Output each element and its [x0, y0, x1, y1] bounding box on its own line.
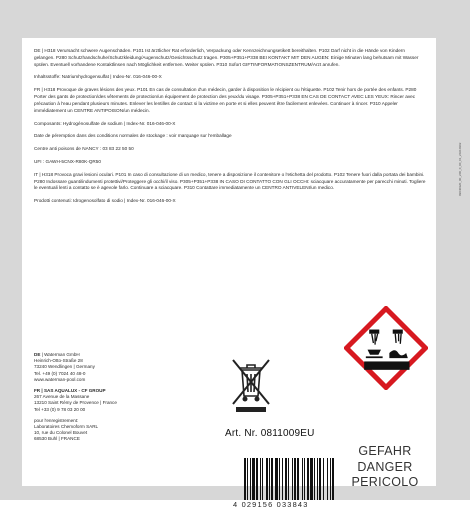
barcode-bar [247, 458, 248, 500]
fr-hazard-statement: FR | H318 Provoque de graves lésions des yeux. P101 En cas de consultation d'un médecin, garder à disposition le récipient ou l'étiquette. P102 Tenir hors de portée des enfants. P280 Porter des gants de protection/des vêtements de protection/un équipement de protection des yeux/du visage. P305+P351+P338 EN CAS DE CONTACT AVEC LES YEUX: Rincer avec précaution à l'eau pendant plusieurs minutes. Enlever les lentilles de contact si la victime en porte et si elles peuvent être facilement enlevées. Continuer à rincer. P310 Appeler immédiatement un CENTRE ANTIPOISON/un médecin. [34, 87, 417, 113]
barcode [242, 458, 370, 500]
barcode-bar [317, 458, 318, 500]
barcode-bar [327, 458, 328, 500]
barcode-bar [292, 458, 293, 500]
address-fr-line: 267 Avenue de la Massane [34, 394, 90, 400]
fr-expiry-note: Date de péremption dans des conditions normales de stockage : voir marquage sur l'emballage [34, 133, 232, 139]
barcode-bar [314, 458, 315, 500]
barcode-bar [307, 458, 309, 500]
barcode-bar [250, 458, 251, 500]
signal-word-de: GEFAHR [358, 444, 412, 458]
de-ingredients: Inhaltsstoffe: Natriumhydrogensulfat | Index-Nr. 016-046-00-X [34, 74, 162, 80]
address-de-company: | Waterman GmbH [41, 352, 80, 357]
signal-word-fr: DANGER [357, 459, 413, 474]
crossed-out-wheelie-bin-icon [230, 354, 272, 414]
barcode-bar [319, 458, 321, 500]
barcode-bar [323, 458, 324, 500]
it-ingredients: Prodotti contenuti: Idrogenosolfato di sodio | Index-Nr. 016-046-00-X [34, 198, 176, 204]
address-fr-line: 13210 Saint Rémy de Provence | France [34, 400, 117, 406]
top-border [0, 0, 470, 38]
barcode-bar [285, 458, 287, 500]
left-border [0, 0, 22, 500]
product-label [22, 38, 462, 509]
address-reg-line: 10, rue du Colonel Bouvet [34, 430, 88, 436]
address-reg-company: Laboratoires Chemoform SARL [34, 423, 99, 429]
de-hazard-statement: DE | H318 Verursacht schwere Augenschäden. P101 Ist ärztlicher Rat erforderlich, Verpackung oder Kennzeichnungsetikett bereithalten. P102 Darf nicht in die Hände von Kindern gelangen. P280 Schutzhandschuhe/Schutzkleidung/Augenschutz/Gesichtsschutz tragen. P305+P351+P338 BEI KONTAKT MIT DEN AUGEN: Einige Minuten lang behutsam mit Wasser spülen. Eventuell vorhandene Kontaktlinsen nach Möglichkeit entfernen. Weiter spülen. P310 Sofort GIFTINFORMATIONSZENTRUM/Arzt anrufen. [34, 48, 419, 67]
address-de-line: www.waterman-pool.com [34, 376, 86, 382]
address-fr-line: Tel +33 (0) 9 78 03 20 00 [34, 406, 86, 412]
address-fr-company: | SAS AQUALUX - CF GROUP [41, 387, 106, 393]
barcode-bar [266, 458, 268, 500]
fr-ingredients: Composants: Hydrogénosulfate de sodium | Index-Nr. 016-046-00-X [34, 120, 176, 126]
article-number: Art. Nr. 0811009EU [225, 428, 315, 439]
barcode-bar [279, 458, 280, 500]
barcode-bar [269, 458, 270, 500]
barcode-bar [302, 458, 303, 500]
right-border [436, 0, 470, 500]
barcode-bar [260, 458, 261, 500]
address-reg-intro: pour l'enregistrement: [34, 417, 79, 423]
it-hazard-statement: IT | H318 Provoca gravi lesioni oculari. P101 In caso di consultazione di un medico, tenere a disposizione il contenitore o l'etichetta del prodotto. P102 Tenere fuori dalla portata dei bambini. P280 Indossare guanti/indumenti protettivi/Proteggere gli occhi/il viso. P305+P351+P338 IN CASO DI CONTATTO CON GLI OCCHI: sciacquare accuratamente per parecchi minuti. Togliere le eventuali lenti a contatto se è agevole farlo. Continuare a sciacquare. P310 Contattare immediatamente un CENTRO ANTIVELENI/un medico. [34, 171, 426, 191]
barcode-bar [330, 458, 331, 500]
address-reg-line: 68530 Buhl | FRANCE [34, 436, 80, 442]
address-de-line: Heinrich-Otto-Straße 28 [34, 358, 83, 364]
barcode-bar [310, 458, 313, 500]
address-de-country: DE [34, 352, 41, 357]
barcode-bar [288, 458, 289, 500]
fr-poison-center: Centre anti poisons de NANCY : 03 83 22 50 50 [34, 146, 134, 152]
barcode-bar [275, 458, 278, 500]
corrosion-pictogram-icon [344, 306, 428, 390]
barcode-bar [297, 458, 299, 500]
barcode-bar [252, 458, 255, 500]
barcode-bar [304, 458, 305, 500]
safety-text-block [34, 48, 426, 211]
barcode-number: 4 029156 033843 [233, 500, 309, 509]
barcode-bar [332, 458, 334, 500]
address-de-line: 73240 Wendlingen | Germany [34, 364, 95, 370]
barcode-bar [271, 458, 273, 500]
ufi-code: UFI : GAWH-5CNX-R80K-QR50 [34, 158, 102, 164]
address-block [34, 352, 174, 442]
address-de-line: Tel. +49 (0) 7024 40 48-0 [34, 370, 86, 376]
signal-word-it: PERICOLO [351, 475, 419, 490]
barcode-bar [282, 458, 283, 500]
address-fr-country: FR [34, 387, 41, 393]
side-print-code: 09040920_00_200_0_00_01_20210902 [458, 142, 462, 196]
barcode-bar [256, 458, 258, 500]
barcode-bar [244, 458, 246, 500]
barcode-bar [262, 458, 263, 500]
barcode-bar [294, 458, 296, 500]
